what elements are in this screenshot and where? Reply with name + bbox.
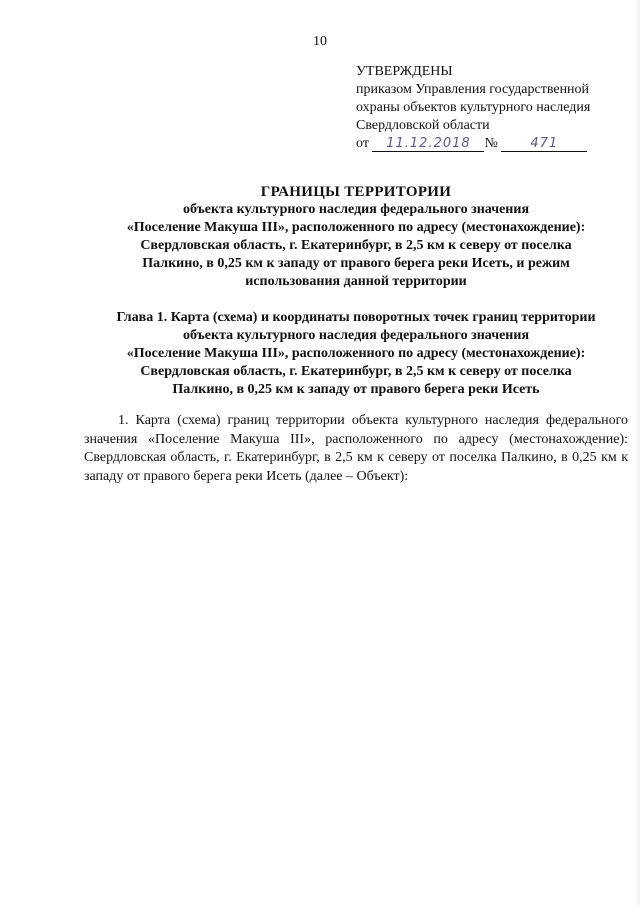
chapter-line: Палкино, в 0,25 км к западу от правого берега реки Исеть	[172, 382, 540, 397]
chapter-heading	[84, 309, 628, 399]
approval-line: приказом Управления государственной	[356, 82, 590, 97]
approval-line: охраны объектов культурного наследия	[356, 100, 591, 115]
handwritten-date: 11.12.2018	[372, 137, 484, 152]
heading-line: объекта культурного наследия федерального значения	[182, 202, 530, 217]
heading-line: «Поселение Макуша III», расположенного по адресу (местонахождение):	[126, 220, 586, 235]
body-paragraph: 1. Карта (схема) границ территории объекта культурного наследия федерального значения «Поселение Макуша III», расположенного по адресу (местонахождение): Свердловская область, г. Екатеринбург, в 2,5 км к северу от поселка Палкино, в 0,25 км к западу от правого берега реки Исеть (далее – Объект):	[84, 413, 628, 484]
chapter-line: Свердловская область, г. Екатеринбург, в 2,5 км к северу от поселка	[140, 364, 572, 379]
approval-date-number-row	[356, 135, 626, 153]
heading-line: Палкино, в 0,25 км к западу от правого берега реки Исеть, и режим	[142, 256, 570, 271]
chapter-line: «Поселение Макуша III», расположенного по адресу (местонахождение):	[126, 346, 586, 361]
heading-line: использования данной территории	[245, 274, 467, 289]
chapter-line: Глава 1. Карта (схема) и координаты поворотных точек границ территории	[116, 310, 596, 325]
document-heading	[84, 183, 628, 291]
heading-title: ГРАНИЦЫ ТЕРРИТОРИИ	[260, 184, 452, 200]
heading-line: Свердловская область, г. Екатеринбург, в 2,5 км к северу от поселка	[140, 238, 572, 253]
handwritten-order-number: 471	[501, 137, 587, 152]
approval-line: Свердловской области	[356, 118, 490, 133]
chapter-line: объекта культурного наследия федерального значения	[182, 328, 530, 343]
number-sign: №	[484, 136, 498, 151]
page-number: 10	[313, 34, 327, 49]
approval-stamp	[356, 63, 626, 153]
approval-title: УТВЕРЖДЕНЫ	[356, 64, 453, 79]
from-label: от	[356, 136, 369, 151]
